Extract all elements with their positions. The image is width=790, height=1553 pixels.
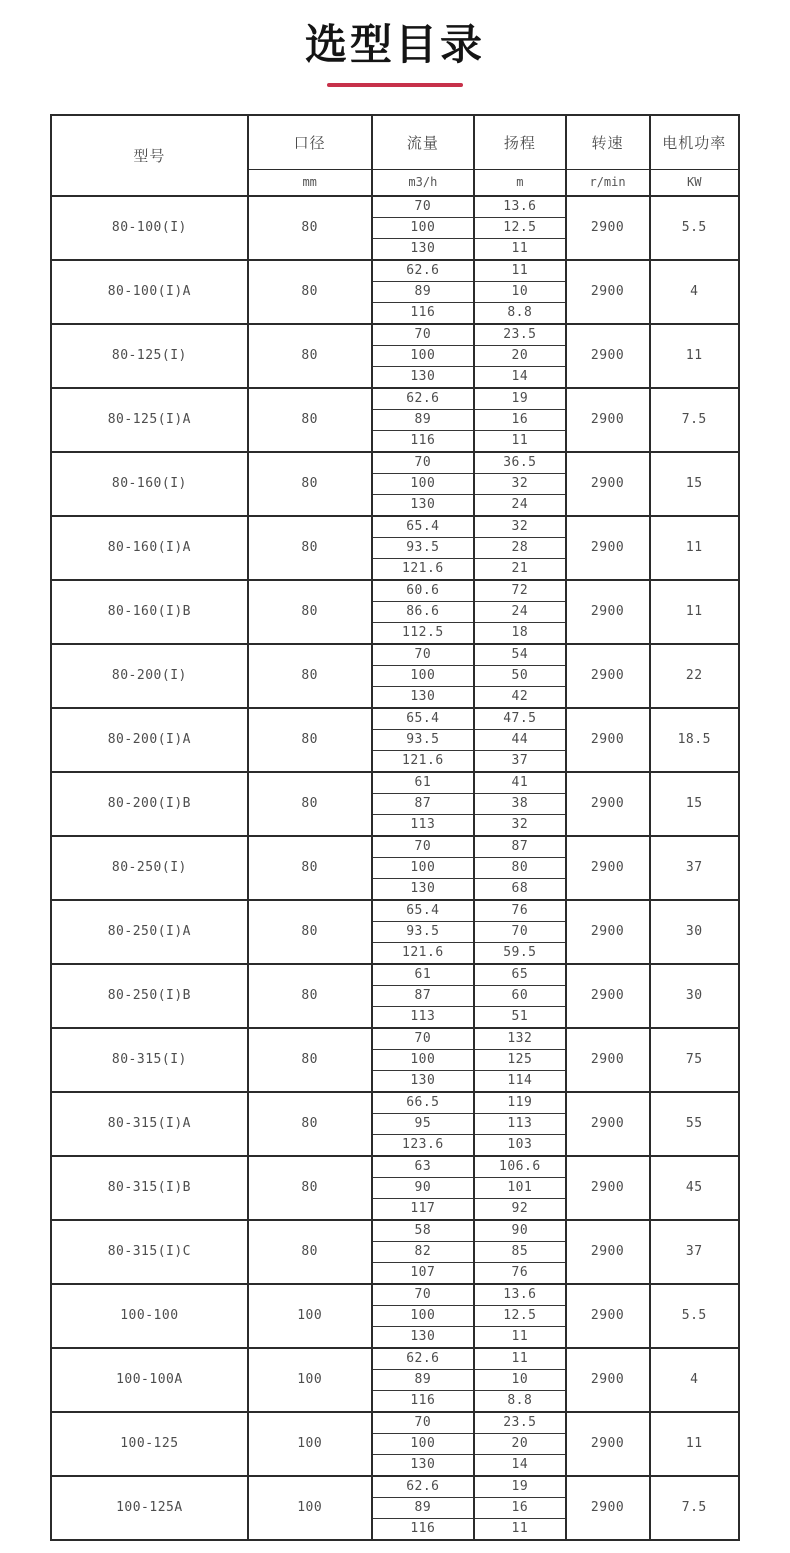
speed-cell: 2900: [566, 196, 650, 260]
flow-cell: 82: [372, 1241, 475, 1262]
head-cell: 76: [474, 1262, 566, 1284]
speed-cell: 2900: [566, 1028, 650, 1092]
head-cell: 47.5: [474, 708, 566, 730]
power-cell: 4: [650, 260, 739, 324]
flow-cell: 100: [372, 1049, 475, 1070]
head-cell: 20: [474, 1433, 566, 1454]
diameter-cell: 80: [248, 708, 372, 772]
flow-cell: 62.6: [372, 1476, 475, 1498]
flow-cell: 89: [372, 1497, 475, 1518]
table-row: [51, 1220, 739, 1242]
speed-cell: 2900: [566, 1348, 650, 1412]
flow-cell: 100: [372, 665, 475, 686]
flow-cell: 121.6: [372, 750, 475, 772]
head-cell: 44: [474, 729, 566, 750]
head-cell: 13.6: [474, 1284, 566, 1306]
head-cell: 8.8: [474, 1390, 566, 1412]
flow-cell: 70: [372, 1284, 475, 1306]
power-cell: 45: [650, 1156, 739, 1220]
speed-cell: 2900: [566, 516, 650, 580]
head-cell: 14: [474, 366, 566, 388]
flow-cell: 70: [372, 1412, 475, 1434]
diameter-cell: 80: [248, 388, 372, 452]
diameter-cell: 80: [248, 1028, 372, 1092]
table-row: [51, 516, 739, 538]
head-cell: 36.5: [474, 452, 566, 474]
head-cell: 38: [474, 793, 566, 814]
table-header: [51, 115, 739, 196]
unit-flow: m3/h: [372, 169, 475, 196]
head-cell: 87: [474, 836, 566, 858]
power-cell: 11: [650, 580, 739, 644]
flow-cell: 130: [372, 1454, 475, 1476]
head-cell: 23.5: [474, 324, 566, 346]
head-cell: 20: [474, 345, 566, 366]
flow-cell: 113: [372, 814, 475, 836]
speed-cell: 2900: [566, 260, 650, 324]
head-cell: 11: [474, 1518, 566, 1540]
flow-cell: 70: [372, 452, 475, 474]
diameter-cell: 80: [248, 452, 372, 516]
table-row: [51, 1284, 739, 1306]
diameter-cell: 100: [248, 1476, 372, 1540]
flow-cell: 60.6: [372, 580, 475, 602]
flow-cell: 130: [372, 686, 475, 708]
power-cell: 55: [650, 1092, 739, 1156]
flow-cell: 100: [372, 1433, 475, 1454]
table-body: [51, 196, 739, 1540]
flow-cell: 113: [372, 1006, 475, 1028]
speed-cell: 2900: [566, 900, 650, 964]
head-cell: 119: [474, 1092, 566, 1114]
col-header-head: 扬程: [474, 115, 566, 170]
head-cell: 125: [474, 1049, 566, 1070]
flow-cell: 100: [372, 857, 475, 878]
power-cell: 4: [650, 1348, 739, 1412]
diameter-cell: 100: [248, 1284, 372, 1348]
table-row: [51, 1156, 739, 1178]
flow-cell: 70: [372, 324, 475, 346]
model-cell: 100-125: [51, 1412, 248, 1476]
col-header-speed: 转速: [566, 115, 650, 170]
flow-cell: 87: [372, 793, 475, 814]
power-cell: 5.5: [650, 1284, 739, 1348]
head-cell: 68: [474, 878, 566, 900]
power-cell: 30: [650, 900, 739, 964]
flow-cell: 61: [372, 772, 475, 794]
flow-cell: 100: [372, 1305, 475, 1326]
flow-cell: 100: [372, 473, 475, 494]
power-cell: 22: [650, 644, 739, 708]
model-cell: 80-100(I)A: [51, 260, 248, 324]
flow-cell: 123.6: [372, 1134, 475, 1156]
model-cell: 80-200(I)A: [51, 708, 248, 772]
diameter-cell: 80: [248, 964, 372, 1028]
model-cell: 80-315(I): [51, 1028, 248, 1092]
model-cell: 80-160(I)B: [51, 580, 248, 644]
speed-cell: 2900: [566, 644, 650, 708]
flow-cell: 70: [372, 1028, 475, 1050]
head-cell: 51: [474, 1006, 566, 1028]
table-row: [51, 964, 739, 986]
flow-cell: 89: [372, 409, 475, 430]
head-cell: 106.6: [474, 1156, 566, 1178]
table-row: [51, 1028, 739, 1050]
speed-cell: 2900: [566, 388, 650, 452]
col-header-diameter: 口径: [248, 115, 372, 170]
flow-cell: 130: [372, 878, 475, 900]
diameter-cell: 100: [248, 1348, 372, 1412]
model-cell: 80-250(I)B: [51, 964, 248, 1028]
head-cell: 8.8: [474, 302, 566, 324]
head-cell: 13.6: [474, 196, 566, 218]
table-row: [51, 836, 739, 858]
diameter-cell: 80: [248, 1156, 372, 1220]
flow-cell: 121.6: [372, 558, 475, 580]
flow-cell: 116: [372, 1518, 475, 1540]
head-cell: 85: [474, 1241, 566, 1262]
head-cell: 12.5: [474, 1305, 566, 1326]
flow-cell: 65.4: [372, 516, 475, 538]
speed-cell: 2900: [566, 708, 650, 772]
table-row: [51, 708, 739, 730]
flow-cell: 70: [372, 836, 475, 858]
power-cell: 11: [650, 1412, 739, 1476]
table-row: [51, 388, 739, 410]
diameter-cell: 80: [248, 516, 372, 580]
flow-cell: 70: [372, 644, 475, 666]
power-cell: 7.5: [650, 388, 739, 452]
flow-cell: 58: [372, 1220, 475, 1242]
flow-cell: 130: [372, 1326, 475, 1348]
speed-cell: 2900: [566, 580, 650, 644]
model-cell: 100-100A: [51, 1348, 248, 1412]
flow-cell: 61: [372, 964, 475, 986]
flow-cell: 130: [372, 366, 475, 388]
flow-cell: 100: [372, 345, 475, 366]
unit-speed: r/min: [566, 169, 650, 196]
table-row: [51, 1092, 739, 1114]
power-cell: 30: [650, 964, 739, 1028]
flow-cell: 130: [372, 494, 475, 516]
power-cell: 11: [650, 324, 739, 388]
flow-cell: 65.4: [372, 900, 475, 922]
flow-cell: 89: [372, 1369, 475, 1390]
model-cell: 80-200(I)B: [51, 772, 248, 836]
flow-cell: 66.5: [372, 1092, 475, 1114]
head-cell: 10: [474, 281, 566, 302]
head-cell: 32: [474, 516, 566, 538]
diameter-cell: 100: [248, 1412, 372, 1476]
model-cell: 100-125A: [51, 1476, 248, 1540]
table-row: [51, 1412, 739, 1434]
speed-cell: 2900: [566, 772, 650, 836]
head-cell: 76: [474, 900, 566, 922]
model-cell: 80-315(I)C: [51, 1220, 248, 1284]
head-cell: 11: [474, 1348, 566, 1370]
diameter-cell: 80: [248, 772, 372, 836]
power-cell: 5.5: [650, 196, 739, 260]
diameter-cell: 80: [248, 1092, 372, 1156]
head-cell: 101: [474, 1177, 566, 1198]
head-cell: 103: [474, 1134, 566, 1156]
flow-cell: 86.6: [372, 601, 475, 622]
head-cell: 80: [474, 857, 566, 878]
head-cell: 50: [474, 665, 566, 686]
table-row: [51, 1348, 739, 1370]
flow-cell: 95: [372, 1113, 475, 1134]
head-cell: 28: [474, 537, 566, 558]
model-cell: 80-315(I)B: [51, 1156, 248, 1220]
power-cell: 37: [650, 1220, 739, 1284]
head-cell: 16: [474, 409, 566, 430]
head-cell: 65: [474, 964, 566, 986]
head-cell: 11: [474, 260, 566, 282]
speed-cell: 2900: [566, 1092, 650, 1156]
flow-cell: 62.6: [372, 1348, 475, 1370]
head-cell: 70: [474, 921, 566, 942]
head-cell: 90: [474, 1220, 566, 1242]
page-title: 选型目录: [304, 20, 485, 69]
diameter-cell: 80: [248, 900, 372, 964]
head-cell: 24: [474, 601, 566, 622]
selection-table: [50, 114, 740, 1541]
model-cell: 80-125(I)A: [51, 388, 248, 452]
flow-cell: 89: [372, 281, 475, 302]
flow-cell: 121.6: [372, 942, 475, 964]
power-cell: 15: [650, 772, 739, 836]
flow-cell: 65.4: [372, 708, 475, 730]
model-cell: 100-100: [51, 1284, 248, 1348]
unit-power: KW: [650, 169, 739, 196]
head-cell: 18: [474, 622, 566, 644]
flow-cell: 62.6: [372, 388, 475, 410]
table-row: [51, 900, 739, 922]
flow-cell: 62.6: [372, 260, 475, 282]
head-cell: 41: [474, 772, 566, 794]
head-cell: 19: [474, 1476, 566, 1498]
speed-cell: 2900: [566, 1476, 650, 1540]
head-cell: 59.5: [474, 942, 566, 964]
speed-cell: 2900: [566, 1156, 650, 1220]
head-cell: 11: [474, 1326, 566, 1348]
head-cell: 32: [474, 473, 566, 494]
table-row: [51, 260, 739, 282]
col-header-power: 电机功率: [650, 115, 739, 170]
col-header-model: 型号: [51, 115, 248, 196]
model-cell: 80-200(I): [51, 644, 248, 708]
table-row: [51, 452, 739, 474]
power-cell: 15: [650, 452, 739, 516]
head-cell: 92: [474, 1198, 566, 1220]
speed-cell: 2900: [566, 324, 650, 388]
flow-cell: 93.5: [372, 729, 475, 750]
model-cell: 80-315(I)A: [51, 1092, 248, 1156]
head-cell: 132: [474, 1028, 566, 1050]
table-row: [51, 196, 739, 218]
flow-cell: 93.5: [372, 921, 475, 942]
head-cell: 11: [474, 430, 566, 452]
speed-cell: 2900: [566, 452, 650, 516]
flow-cell: 116: [372, 302, 475, 324]
flow-cell: 70: [372, 196, 475, 218]
model-cell: 80-250(I)A: [51, 900, 248, 964]
diameter-cell: 80: [248, 260, 372, 324]
flow-cell: 130: [372, 238, 475, 260]
speed-cell: 2900: [566, 836, 650, 900]
head-cell: 19: [474, 388, 566, 410]
flow-cell: 112.5: [372, 622, 475, 644]
head-cell: 114: [474, 1070, 566, 1092]
model-cell: 80-100(I): [51, 196, 248, 260]
power-cell: 37: [650, 836, 739, 900]
title-underline: [327, 83, 463, 87]
table-row: [51, 1476, 739, 1498]
col-header-flow: 流量: [372, 115, 475, 170]
head-cell: 23.5: [474, 1412, 566, 1434]
model-cell: 80-160(I): [51, 452, 248, 516]
head-cell: 16: [474, 1497, 566, 1518]
flow-cell: 100: [372, 217, 475, 238]
speed-cell: 2900: [566, 1284, 650, 1348]
table-row: [51, 580, 739, 602]
diameter-cell: 80: [248, 836, 372, 900]
diameter-cell: 80: [248, 1220, 372, 1284]
header-row: [51, 115, 739, 170]
head-cell: 11: [474, 238, 566, 260]
speed-cell: 2900: [566, 1220, 650, 1284]
diameter-cell: 80: [248, 580, 372, 644]
table-row: [51, 644, 739, 666]
head-cell: 54: [474, 644, 566, 666]
flow-cell: 116: [372, 1390, 475, 1412]
power-cell: 7.5: [650, 1476, 739, 1540]
speed-cell: 2900: [566, 1412, 650, 1476]
head-cell: 42: [474, 686, 566, 708]
head-cell: 32: [474, 814, 566, 836]
head-cell: 14: [474, 1454, 566, 1476]
flow-cell: 130: [372, 1070, 475, 1092]
table-row: [51, 772, 739, 794]
flow-cell: 107: [372, 1262, 475, 1284]
table-row: [51, 324, 739, 346]
diameter-cell: 80: [248, 644, 372, 708]
flow-cell: 90: [372, 1177, 475, 1198]
model-cell: 80-160(I)A: [51, 516, 248, 580]
power-cell: 11: [650, 516, 739, 580]
model-cell: 80-125(I): [51, 324, 248, 388]
unit-head: m: [474, 169, 566, 196]
head-cell: 12.5: [474, 217, 566, 238]
flow-cell: 93.5: [372, 537, 475, 558]
speed-cell: 2900: [566, 964, 650, 1028]
head-cell: 72: [474, 580, 566, 602]
diameter-cell: 80: [248, 324, 372, 388]
head-cell: 21: [474, 558, 566, 580]
flow-cell: 63: [372, 1156, 475, 1178]
head-cell: 60: [474, 985, 566, 1006]
flow-cell: 117: [372, 1198, 475, 1220]
power-cell: 18.5: [650, 708, 739, 772]
flow-cell: 116: [372, 430, 475, 452]
model-cell: 80-250(I): [51, 836, 248, 900]
diameter-cell: 80: [248, 196, 372, 260]
head-cell: 24: [474, 494, 566, 516]
flow-cell: 87: [372, 985, 475, 1006]
head-cell: 37: [474, 750, 566, 772]
head-cell: 113: [474, 1113, 566, 1134]
power-cell: 75: [650, 1028, 739, 1092]
unit-diameter: mm: [248, 169, 372, 196]
head-cell: 10: [474, 1369, 566, 1390]
